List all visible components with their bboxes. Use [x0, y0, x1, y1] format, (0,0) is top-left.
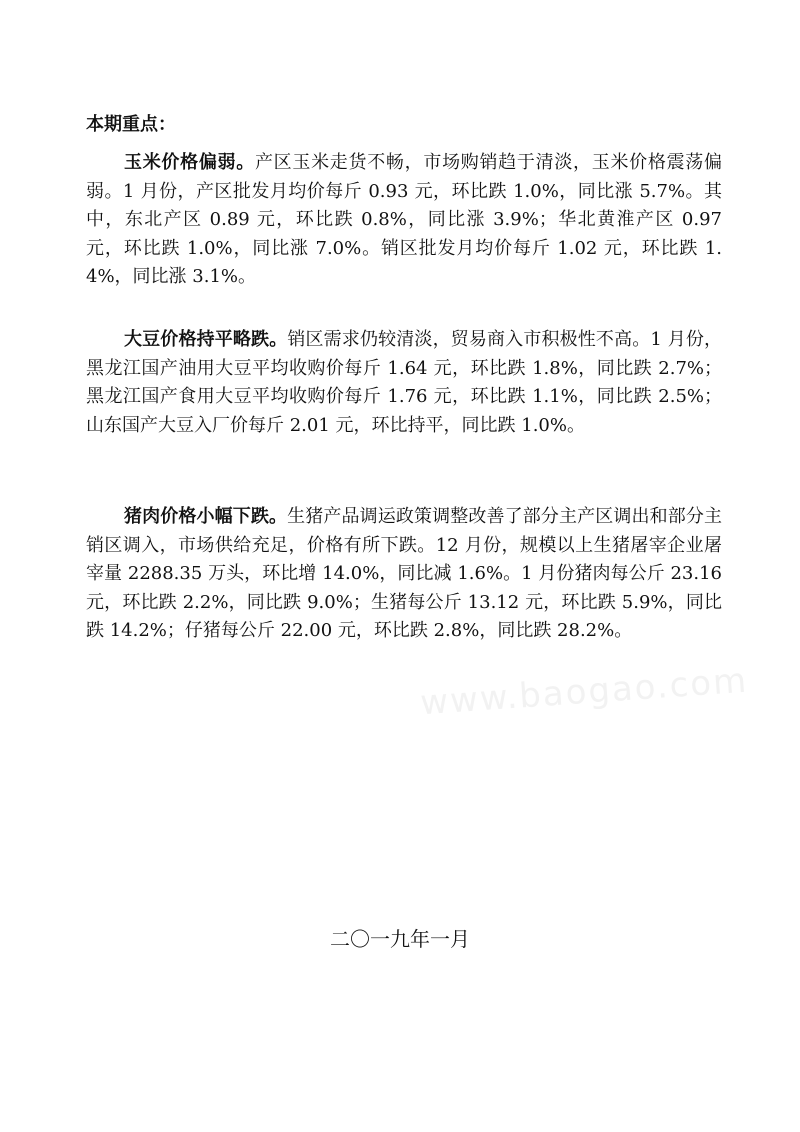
- paragraph-body-soybean: 销区需求仍较清淡，贸易商入市积极性不高。1 月份，黑龙江国产油用大豆平均收购价每斤 1.64 元，环比跌 1.8%，同比跌 2.7%；黑龙江国产食用大豆平均收购价每斤 1.76 元，环比跌 1.1%，同比跌 2.5%；山东国产大豆入厂价每斤 2.01 元，环比持平，同比跌 1.0%。: [86, 329, 723, 436]
- paragraph-corn-price: [86, 149, 722, 292]
- paragraph-pork-price: [86, 503, 722, 646]
- paragraph-body-corn: 产区玉米走货不畅，市场购销趋于清淡，玉米价格震荡偏弱。1 月份，产区批发月均价每斤 0.93 元，环比跌 1.0%，同比涨 5.7%。其中，东北产区 0.89 元，环比跌 0.8%，同比涨 3.9%；华北黄淮产区 0.97 元，环比跌 1.0%，同比涨 7.0%。销区批发月均价每斤 1.02 元，环比跌 1.4%，同比涨 3.1%。: [86, 152, 722, 287]
- paragraph-lead-soybean: 大豆价格持平略跌。: [124, 329, 288, 350]
- section-heading: 本期重点：: [86, 114, 176, 135]
- report-date: 二〇一九年一月: [330, 927, 470, 951]
- paragraph-lead-corn: 玉米价格偏弱。: [124, 152, 255, 173]
- paragraph-soybean-price: [86, 326, 722, 440]
- watermark: www.baogao.com: [419, 660, 750, 724]
- paragraph-lead-pork: 猪肉价格小幅下跌。: [124, 506, 288, 527]
- paragraph-body-pork: 生猪产品调运政策调整改善了部分主产区调出和部分主销区调入，市场供给充足，价格有所下跌。12 月份，规模以上生猪屠宰企业屠宰量 2288.35 万头，环比增 14.0%，同比减 1.6%。1 月份猪肉每公斤 23.16 元，环比跌 2.2%，同比跌 9.0%；生猪每公斤 13.12 元，环比跌 5.9%，同比跌 14.2%；仔猪每公斤 22.00 元，环比跌 2.8%，同比跌 28.2%。: [86, 506, 722, 641]
